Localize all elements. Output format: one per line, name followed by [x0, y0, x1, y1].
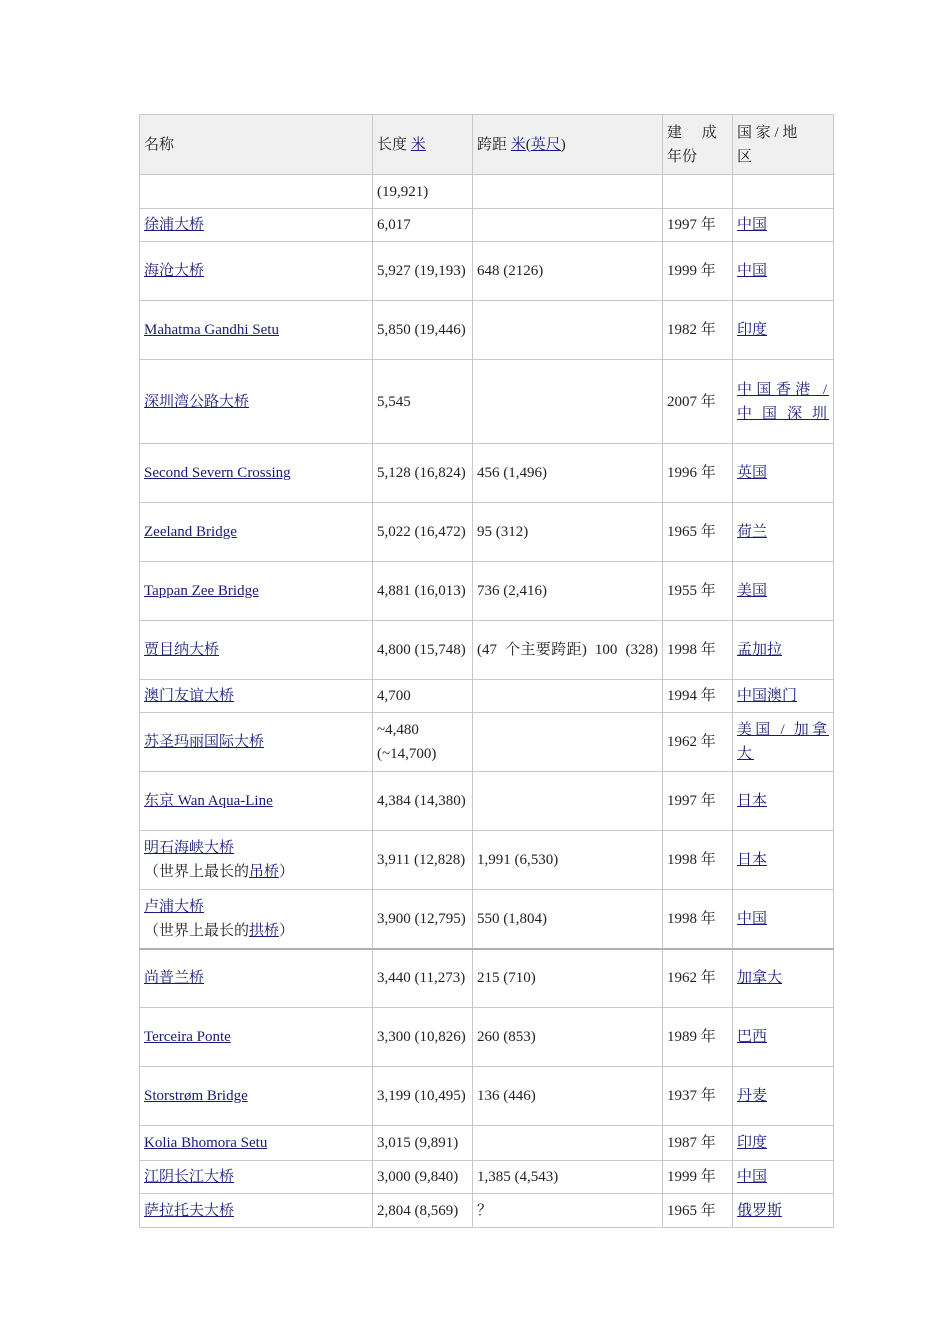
year-cell: 1955 年 [663, 562, 733, 621]
length-cell: 5,022 (16,472) [373, 503, 473, 562]
country-cell [733, 680, 834, 713]
year-cell: 1937 年 [663, 1067, 733, 1126]
country-cell [733, 1067, 834, 1126]
country-link[interactable]: 日本 [737, 852, 768, 868]
country-cell [733, 621, 834, 680]
year-cell: 1998 年 [663, 621, 733, 680]
country-link[interactable]: 荷兰 [737, 524, 768, 540]
country-cell [733, 301, 834, 360]
table-row [140, 949, 834, 1008]
length-cell: 5,927 (19,193) [373, 242, 473, 301]
country-cell [733, 175, 834, 209]
bridge-note-close: ） [279, 864, 295, 880]
span-cell [473, 1126, 663, 1161]
country-link[interactable]: 印度 [737, 1135, 768, 1151]
bridge-name-link[interactable]: 苏圣玛丽国际大桥 [144, 734, 265, 750]
table-row [140, 209, 834, 242]
table-row [140, 242, 834, 301]
bridge-name-link[interactable]: 海沧大桥 [144, 263, 205, 279]
bridge-name-link[interactable]: 东京 Wan Aqua-Line [144, 793, 273, 809]
bridge-name-cell [140, 1126, 373, 1161]
country-cell [733, 831, 834, 890]
bridge-name-cell [140, 949, 373, 1008]
span-cell [473, 772, 663, 831]
table-row [140, 503, 834, 562]
country-link[interactable]: 丹麦 [737, 1088, 768, 1104]
bridge-name-cell [140, 209, 373, 242]
length-cell: 5,545 [373, 360, 473, 444]
country-cell [733, 713, 834, 772]
country-link[interactable]: 巴西 [737, 1029, 768, 1045]
country-link[interactable]: 中国 [737, 263, 768, 279]
year-cell: 1997 年 [663, 772, 733, 831]
length-cell: 3,911 (12,828) [373, 831, 473, 890]
bridge-name-cell [140, 242, 373, 301]
table-row [140, 713, 834, 772]
span-cell: 648 (2126) [473, 242, 663, 301]
table-row [140, 175, 834, 209]
span-cell [473, 713, 663, 772]
length-cell: 3,199 (10,495) [373, 1067, 473, 1126]
country-cell [733, 1161, 834, 1194]
length-cell: 2,804 (8,569) [373, 1194, 473, 1228]
bridge-name-link[interactable]: Terceira Ponte [144, 1029, 231, 1045]
bridge-name-cell [140, 562, 373, 621]
year-cell: 1987 年 [663, 1126, 733, 1161]
bridge-name-link[interactable]: Mahatma Gandhi Setu [144, 322, 279, 338]
bridge-name-cell [140, 503, 373, 562]
bridge-name-cell [140, 1008, 373, 1067]
country-link[interactable]: 中国 [737, 1169, 768, 1185]
span-cell: ？ [473, 1194, 663, 1228]
header-country: 国 家 / 地 区 [733, 115, 834, 175]
table-row [140, 831, 834, 890]
bridge-name-cell [140, 360, 373, 444]
country-link[interactable]: 日本 [737, 793, 768, 809]
span-cell: 736 (2,416) [473, 562, 663, 621]
table-header-row [140, 115, 834, 175]
span-cell: 1,991 (6,530) [473, 831, 663, 890]
year-cell [663, 175, 733, 209]
table-row [140, 360, 834, 444]
meter-link[interactable]: 米 [410, 136, 426, 153]
bridge-name-cell [140, 831, 373, 890]
span-cell: 95 (312) [473, 503, 663, 562]
country-cell [733, 1126, 834, 1161]
span-cell: 550 (1,804) [473, 890, 663, 949]
bridge-name-cell [140, 301, 373, 360]
year-cell: 1989 年 [663, 1008, 733, 1067]
table-row [140, 301, 834, 360]
year-cell: 1999 年 [663, 242, 733, 301]
bridge-name-link[interactable]: 江阴长江大桥 [144, 1169, 235, 1185]
span-cell [473, 680, 663, 713]
country-cell [733, 209, 834, 242]
header-name: 名称 [140, 115, 373, 175]
span-cell: 136 (446) [473, 1067, 663, 1126]
country-link[interactable]: 中国香港 / 中国深圳 [737, 381, 829, 422]
span-cell: (47 个主要跨距) 100 (328) [473, 621, 663, 680]
table-row [140, 1194, 834, 1228]
span-cell [473, 360, 663, 444]
year-cell: 1965 年 [663, 503, 733, 562]
country-cell [733, 360, 834, 444]
bridge-name-cell [140, 1067, 373, 1126]
table-row [140, 1008, 834, 1067]
table-row [140, 890, 834, 949]
bridge-name-cell [140, 621, 373, 680]
table-row [140, 772, 834, 831]
year-cell: 1998 年 [663, 831, 733, 890]
header-length: 长度 米 [373, 115, 473, 175]
bridge-name-cell [140, 713, 373, 772]
table-row [140, 444, 834, 503]
country-link[interactable]: 美国 / 加拿大 [737, 722, 829, 762]
length-cell: 4,800 (15,748) [373, 621, 473, 680]
country-link[interactable]: 美国 [737, 583, 768, 599]
length-cell: 4,881 (16,013) [373, 562, 473, 621]
country-cell [733, 1194, 834, 1228]
length-cell: 4,384 (14,380) [373, 772, 473, 831]
table-row [140, 1067, 834, 1126]
table-row [140, 621, 834, 680]
length-cell: (19,921) [373, 175, 473, 209]
year-cell: 2007 年 [663, 360, 733, 444]
year-cell: 1962 年 [663, 713, 733, 772]
year-cell: 1998 年 [663, 890, 733, 949]
year-cell: 1999 年 [663, 1161, 733, 1194]
year-cell: 1997 年 [663, 209, 733, 242]
bridge-name-cell [140, 1194, 373, 1228]
table-row [140, 1126, 834, 1161]
bridge-name-link[interactable]: 卢浦大桥 [144, 898, 205, 915]
span-cell: 260 (853) [473, 1008, 663, 1067]
span-cell: 456 (1,496) [473, 444, 663, 503]
year-cell: 1994 年 [663, 680, 733, 713]
bridge-name-link[interactable]: Storstrøm Bridge [144, 1088, 248, 1104]
length-cell: 5,128 (16,824) [373, 444, 473, 503]
header-span: 跨距 米(英尺) [473, 115, 663, 175]
bridge-name-link[interactable]: 尚普兰桥 [144, 970, 205, 987]
span-cell: 215 (710) [473, 949, 663, 1008]
country-link[interactable]: 孟加拉 [737, 642, 783, 658]
bridge-name-link[interactable]: 明石海峡大桥 [144, 840, 235, 856]
bridge-name-link[interactable]: 澳门友谊大桥 [144, 688, 235, 704]
bridge-name-link[interactable]: Kolia Bhomora Setu [144, 1135, 268, 1151]
bridge-name-link[interactable]: 贾目纳大桥 [144, 642, 220, 658]
length-cell: 3,000 (9,840) [373, 1161, 473, 1194]
length-cell: 3,900 (12,795) [373, 890, 473, 949]
length-cell: 5,850 (19,446) [373, 301, 473, 360]
length-cell: 3,300 (10,826) [373, 1008, 473, 1067]
span-cell [473, 209, 663, 242]
bridge-type-link[interactable]: 拱桥 [249, 922, 280, 939]
bridge-name-cell [140, 772, 373, 831]
year-cell: 1996 年 [663, 444, 733, 503]
span-cell [473, 175, 663, 209]
country-link[interactable]: 中国 [737, 910, 768, 927]
country-cell [733, 949, 834, 1008]
country-cell [733, 444, 834, 503]
country-link[interactable]: 印度 [737, 322, 768, 338]
span-cell: 1,385 (4,543) [473, 1161, 663, 1194]
country-cell [733, 772, 834, 831]
bridge-name-cell [140, 1161, 373, 1194]
bridge-note-close: ） [279, 922, 295, 939]
country-link[interactable]: 英国 [737, 465, 768, 481]
foot-link[interactable]: 英尺 [530, 136, 561, 153]
table-row [140, 562, 834, 621]
bridge-name-link[interactable]: Zeeland Bridge [144, 524, 237, 540]
country-link[interactable]: 俄罗斯 [737, 1202, 783, 1219]
bridge-note: （世界上最长的 [144, 864, 250, 880]
bridge-name-link[interactable]: Tappan Zee Bridge [144, 583, 259, 599]
bridge-length-table [139, 114, 834, 1228]
bridge-name-cell [140, 175, 373, 209]
bridge-name-cell [140, 890, 373, 949]
table-row [140, 680, 834, 713]
length-cell: 3,440 (11,273) [373, 949, 473, 1008]
country-cell [733, 562, 834, 621]
bridge-name-link[interactable]: Second Severn Crossing [144, 465, 291, 481]
bridge-name-cell [140, 444, 373, 503]
bridge-name-link[interactable]: 深圳湾公路大桥 [144, 393, 250, 410]
bridge-type-link[interactable]: 吊桥 [249, 864, 280, 880]
country-cell [733, 1008, 834, 1067]
country-link[interactable]: 中国澳门 [737, 688, 798, 704]
country-cell [733, 503, 834, 562]
country-cell [733, 242, 834, 301]
bridge-note: （世界上最长的 [144, 922, 250, 939]
header-year: 建 成 年份 [663, 115, 733, 175]
year-cell: 1962 年 [663, 949, 733, 1008]
country-link[interactable]: 中国 [737, 217, 768, 233]
length-cell: ~4,480 (~14,700) [373, 713, 473, 772]
bridge-name-link[interactable]: 萨拉托夫大桥 [144, 1202, 235, 1219]
country-link[interactable]: 加拿大 [737, 970, 783, 987]
bridge-name-cell [140, 680, 373, 713]
year-cell: 1965 年 [663, 1194, 733, 1228]
length-cell: 4,700 [373, 680, 473, 713]
year-cell: 1982 年 [663, 301, 733, 360]
table-row [140, 1161, 834, 1194]
meter-link[interactable]: 米 [510, 136, 526, 153]
length-cell: 3,015 (9,891) [373, 1126, 473, 1161]
country-cell [733, 890, 834, 949]
length-cell: 6,017 [373, 209, 473, 242]
bridge-name-link[interactable]: 徐浦大桥 [144, 217, 205, 233]
span-cell [473, 301, 663, 360]
